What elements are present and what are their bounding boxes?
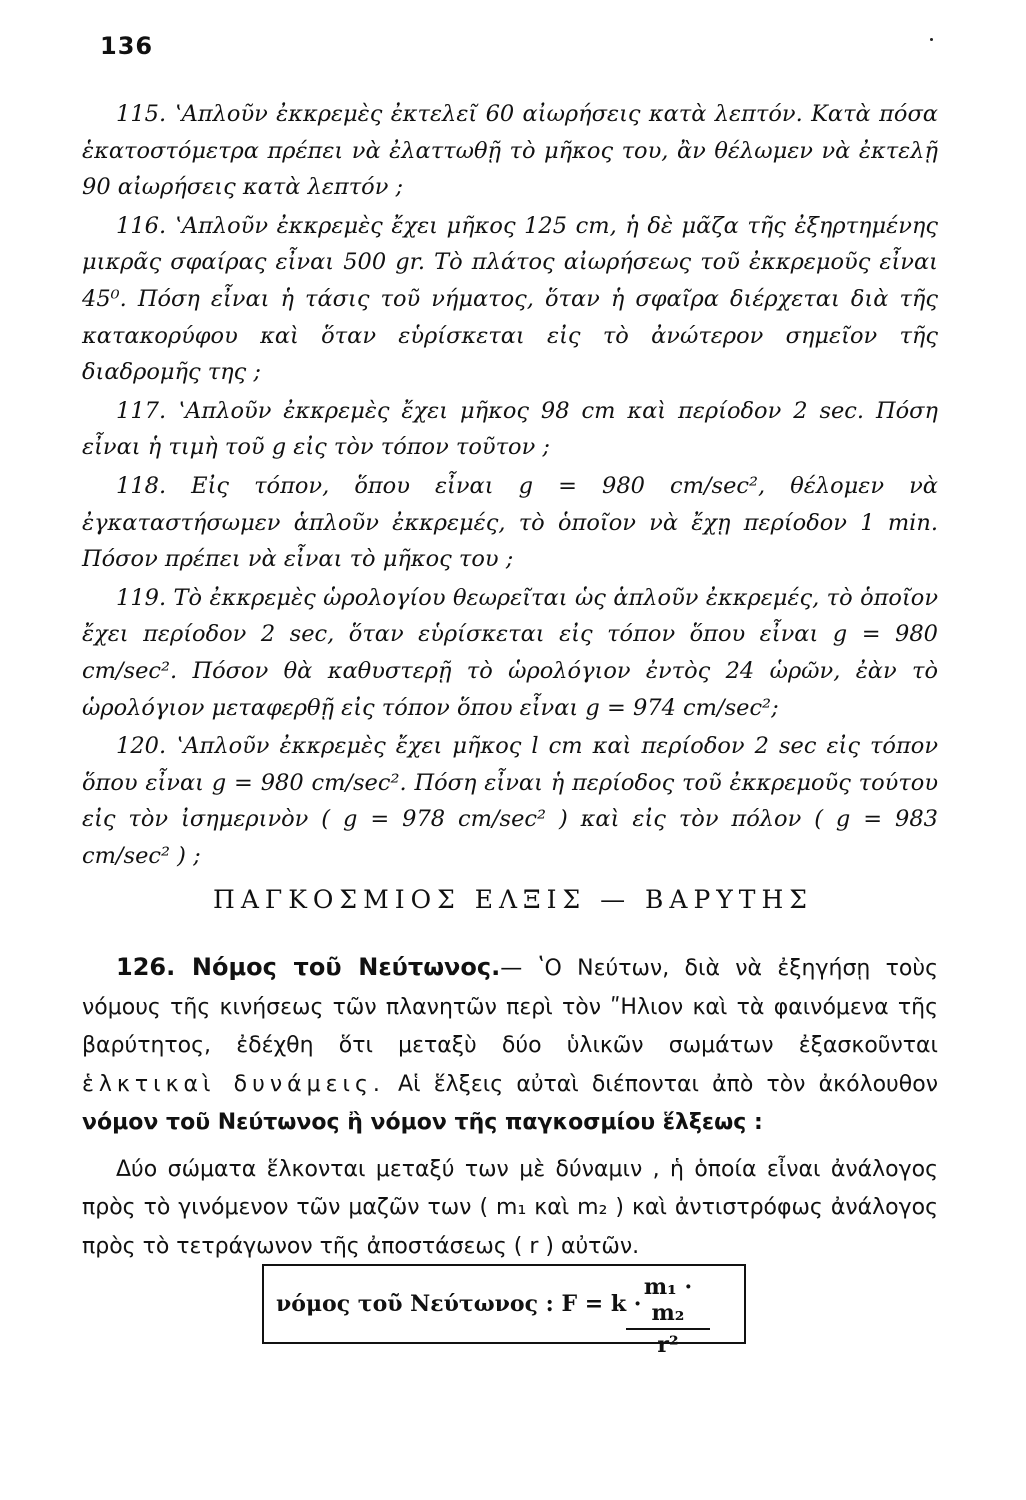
- problem-118: 118. Εἰς τόπον, ὅπου εἶναι g = 980 cm/sec², θέλομεν νὰ ἐγκαταστήσωμεν ἁπλοῦν ἐκκρεμές, τὸ ὁποῖον νὰ ἔχῃ περίοδον 1 min. Πόσον πρέπει νὰ εἶναι τὸ μῆκος του ;: [82, 472, 938, 573]
- fraction-denominator: r²: [657, 1332, 679, 1358]
- problem-list: [82, 96, 938, 876]
- newton-law-title: 126. Νόμος τοῦ Νεύτωνος.: [116, 953, 501, 981]
- problem-116: 116. ʽΑπλοῦν ἐκκρεμὲς ἔχει μῆκος 125 cm, ἡ δὲ μᾶζα τῆς ἐξηρτημένης μικρᾶς σφαίρας εἶναι 500 gr. Τὸ πλάτος αἰωρήσεως τοῦ ἐκκρεμοῦς εἶναι 45⁰. Πόση εἶναι ἡ τάσις τοῦ νήματος, ὅταν ἡ σφαῖρα διέρχεται διὰ τῆς κατακορύφου καὶ ὅταν εὑρίσκεται εἰς τὸ ἀνώτερον σημεῖον τῆς διαδρομῆς της ;: [82, 212, 938, 386]
- problem-115: 115. ʽΑπλοῦν ἐκκρεμὲς ἐκτελεῖ 60 αἰωρήσεις κατὰ λεπτόν. Κατὰ πόσα ἑκατοστόμετρα πρέπει νὰ ἐλαττωθῇ τὸ μῆκος του, ἂν θέλωμεν νὰ ἐκτελῇ 90 αἰωρήσεις κατὰ λεπτόν ;: [82, 101, 938, 201]
- newton-law-section: [82, 948, 938, 1266]
- attractive-forces-term: ἑλκτικαὶ δυνάμεις.: [82, 1071, 385, 1097]
- fraction-numerator: m₁ · m₂: [626, 1274, 710, 1330]
- newton-law-paragraph: [82, 948, 938, 1143]
- law-statement: Δύο σώματα ἕλκονται μεταξύ των μὲ δύναμιν , ἡ ὁποία εἶναι ἀνάλογος πρὸς τὸ γινόμενον τῶν μαζῶν των ( m₁ καὶ m₂ ) καὶ ἀντιστρόφως ἀνάλογος πρὸς τὸ τετράγωνον τῆς ἀποστάσεως ( r ) αὐτῶν.: [82, 1156, 938, 1259]
- newton-law-name: νόμον τοῦ Νεύτωνος ἢ νόμον τῆς παγκοσμίου ἕλξεως :: [82, 1110, 763, 1135]
- problem-119: 119. Τὸ ἐκκρεμὲς ὡρολογίου θεωρεῖται ὡς ἁπλοῦν ἐκκρεμές, τὸ ὁποῖον ἔχει περίοδον 2 sec, ὅταν εὑρίσκεται εἰς τόπον ὅπου εἶναι g = 980 cm/sec². Πόσον θὰ καθυστερῇ τὸ ὡρολόγιον ἐντὸς 24 ὡρῶν, ἐὰν τὸ ὡρολόγιον μεταφερθῇ εἰς τόπον ὅπου εἶναι g = 974 cm/sec²;: [82, 584, 938, 721]
- problem-120: 120. ʽΑπλοῦν ἐκκρεμὲς ἔχει μῆκος l cm καὶ περίοδον 2 sec εἰς τόπον ὅπου εἶναι g = 980 cm/sec². Πόση εἶναι ἡ περίοδος τοῦ ἐκκρεμοῦς τούτου εἰς τὸν ἰσημερινὸν ( g = 978 cm/sec² ) καὶ εἰς τὸν πόλον ( g = 983 cm/sec² ) ;: [82, 733, 938, 869]
- newton-law-middle: Αἱ ἕλξεις αὐταὶ διέπονται ἀπὸ τὸν ἀκόλουθον: [384, 1071, 938, 1097]
- formula-label: νόμος τοῦ Νεύτωνος : F = k ·: [276, 1291, 642, 1317]
- formula-box: [262, 1264, 746, 1358]
- page-number: 136: [100, 32, 154, 60]
- newton-law-intro: — ʽΟ Νεύτων, διὰ νὰ ἐξηγήσῃ τοὺς νόμους τῆς κινήσεως τῶν πλανητῶν περὶ τὸν ʺΗλιον καὶ τὰ φαινόμενα τῆς βαρύτητος, ἐδέχθη ὅτι μεταξὺ δύο ὑλικῶν σωμάτων ἐξασκοῦνται: [82, 956, 938, 1058]
- ink-dot: [930, 38, 933, 41]
- section-heading: ΠΑΓΚΟΣΜΙΟΣ ΕΛΞΙΣ — ΒΑΡΥΤΗΣ: [213, 885, 813, 914]
- problem-117: 117. ʽΑπλοῦν ἐκκρεμὲς ἔχει μῆκος 98 cm καὶ περίοδον 2 sec. Πόση εἶναι ἡ τιμὴ τοῦ g εἰς τὸν τόπον τοῦτον ;: [82, 397, 938, 461]
- formula-fraction: [626, 1274, 710, 1358]
